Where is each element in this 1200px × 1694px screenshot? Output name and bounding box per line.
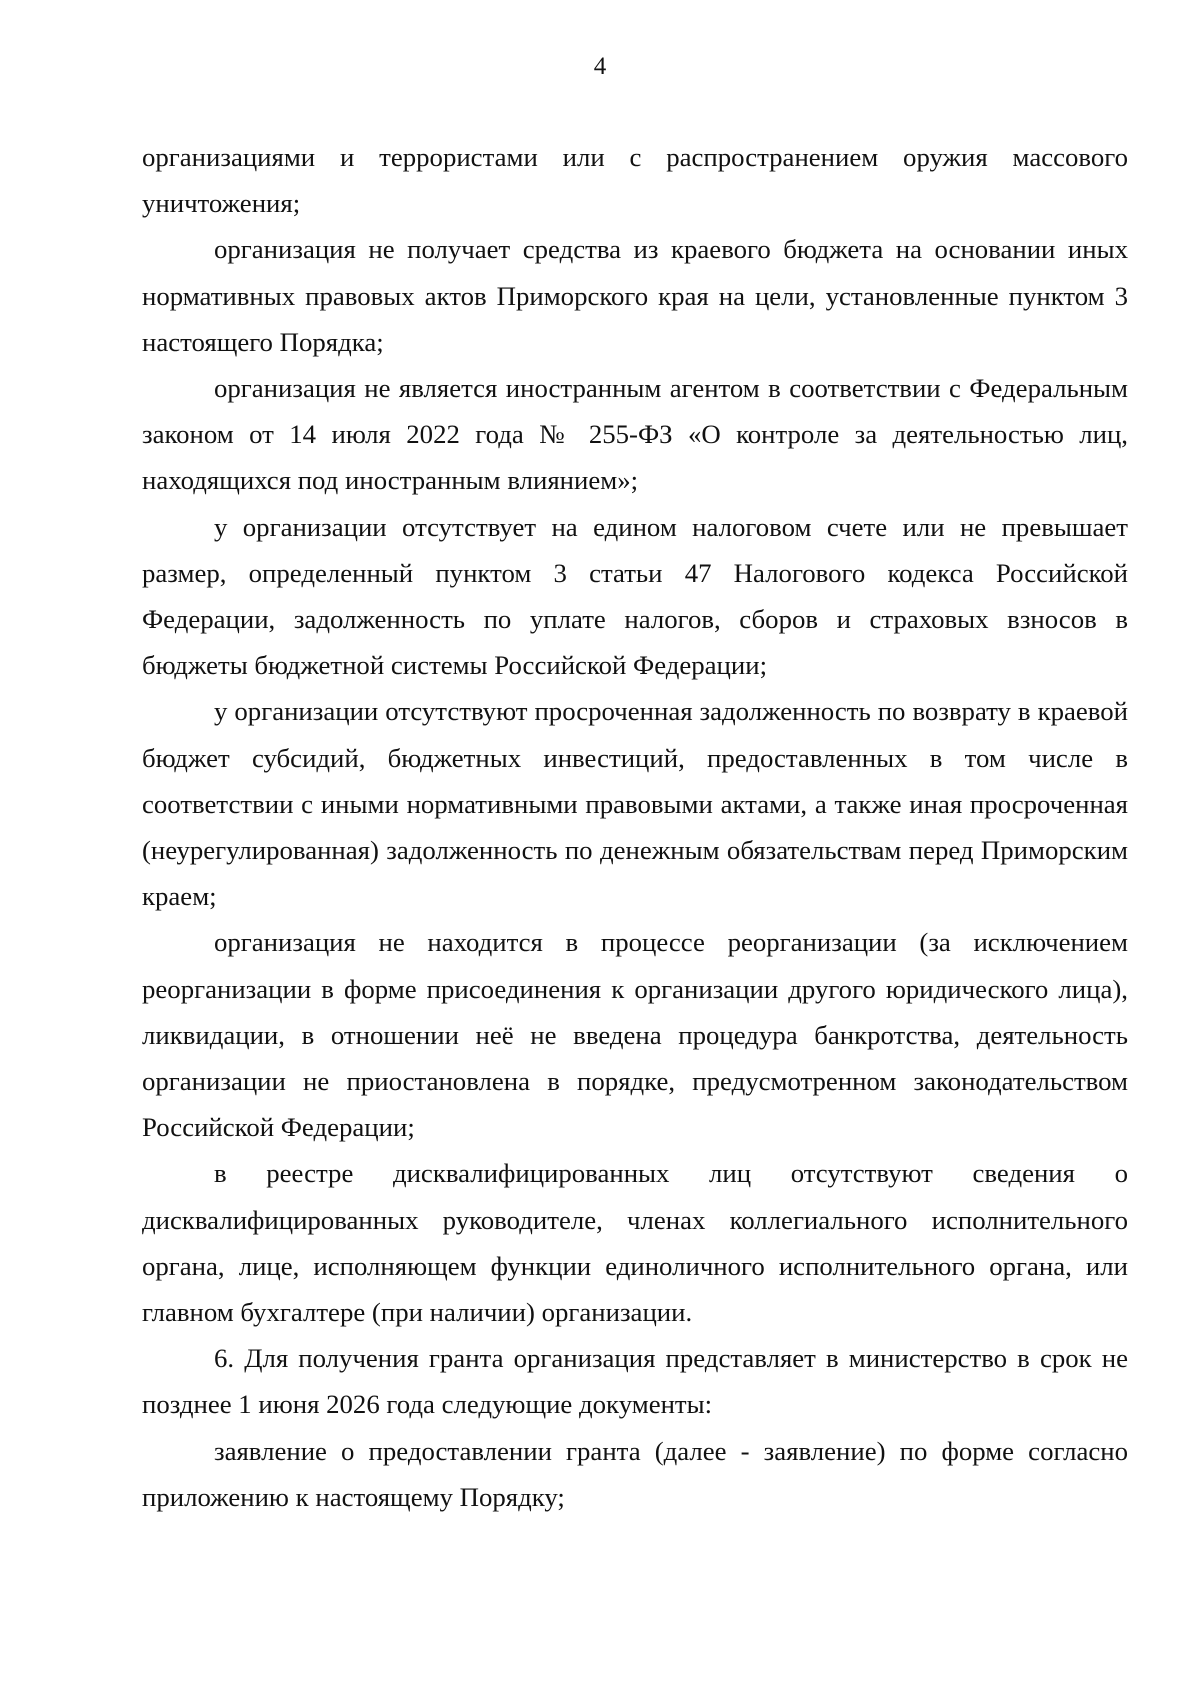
paragraph-reorganization-condition: организация не находится в процессе реорганизации (за исключением реорганизации в форме присоединения к организации другого юридического лица), ликвидации, в отношении неё не введена процедура банкротства, деятельность организации не приостановлена в порядке, предусмотренном законодательством Российской Федерации;: [142, 927, 1128, 1143]
page-number: 4: [593, 53, 607, 80]
paragraph-continuation: организациями и террористами или с распространением оружия массового уничтожения;: [142, 142, 1128, 219]
paragraph-overdue-debt-condition: у организации отсутствуют просроченная задолженность по возврату в краевой бюджет субсидий, бюджетных инвестиций, предоставленных в том числе в соответствии с иными нормативными правовыми актами, а также иная просроченная (неурегулированная) задолженность по денежным обязательствам перед Приморским краем;: [142, 696, 1128, 912]
paragraph-section-6: 6. Для получения гранта организация представляет в министерство в срок не позднее 1 июня 2026 года следующие документы:: [142, 1343, 1128, 1420]
document-body: [142, 134, 1128, 1520]
paragraph-foreign-agent-condition: организация не является иностранным агентом в соответствии с Федеральным законом от 14 июля 2022 года № 255-ФЗ «О контроле за деятельностью лиц, находящихся под иностранным влиянием»;: [142, 373, 1128, 496]
paragraph-disqualified-persons-condition: в реестре дисквалифицированных лиц отсутствуют сведения о дисквалифицированных руководителе, членах коллегиального исполнительного органа, лице, исполняющем функции единоличного исполнительного органа, или главном бухгалтере (при наличии) организации.: [142, 1158, 1128, 1328]
paragraph-application-document: заявление о предоставлении гранта (далее - заявление) по форме согласно приложению к настоящему Порядку;: [142, 1435, 1128, 1512]
paragraph-tax-debt-condition: у организации отсутствует на едином налоговом счете или не превышает размер, определенный пунктом 3 статьи 47 Налогового кодекса Российской Федерации, задолженность по уплате налогов, сборов и страховых взносов в бюджеты бюджетной системы Российской Федерации;: [142, 511, 1128, 681]
paragraph-regional-budget-condition: организация не получает средства из краевого бюджета на основании иных нормативных правовых актов Приморского края на цели, установленные пунктом 3 настоящего Порядка;: [142, 234, 1128, 357]
